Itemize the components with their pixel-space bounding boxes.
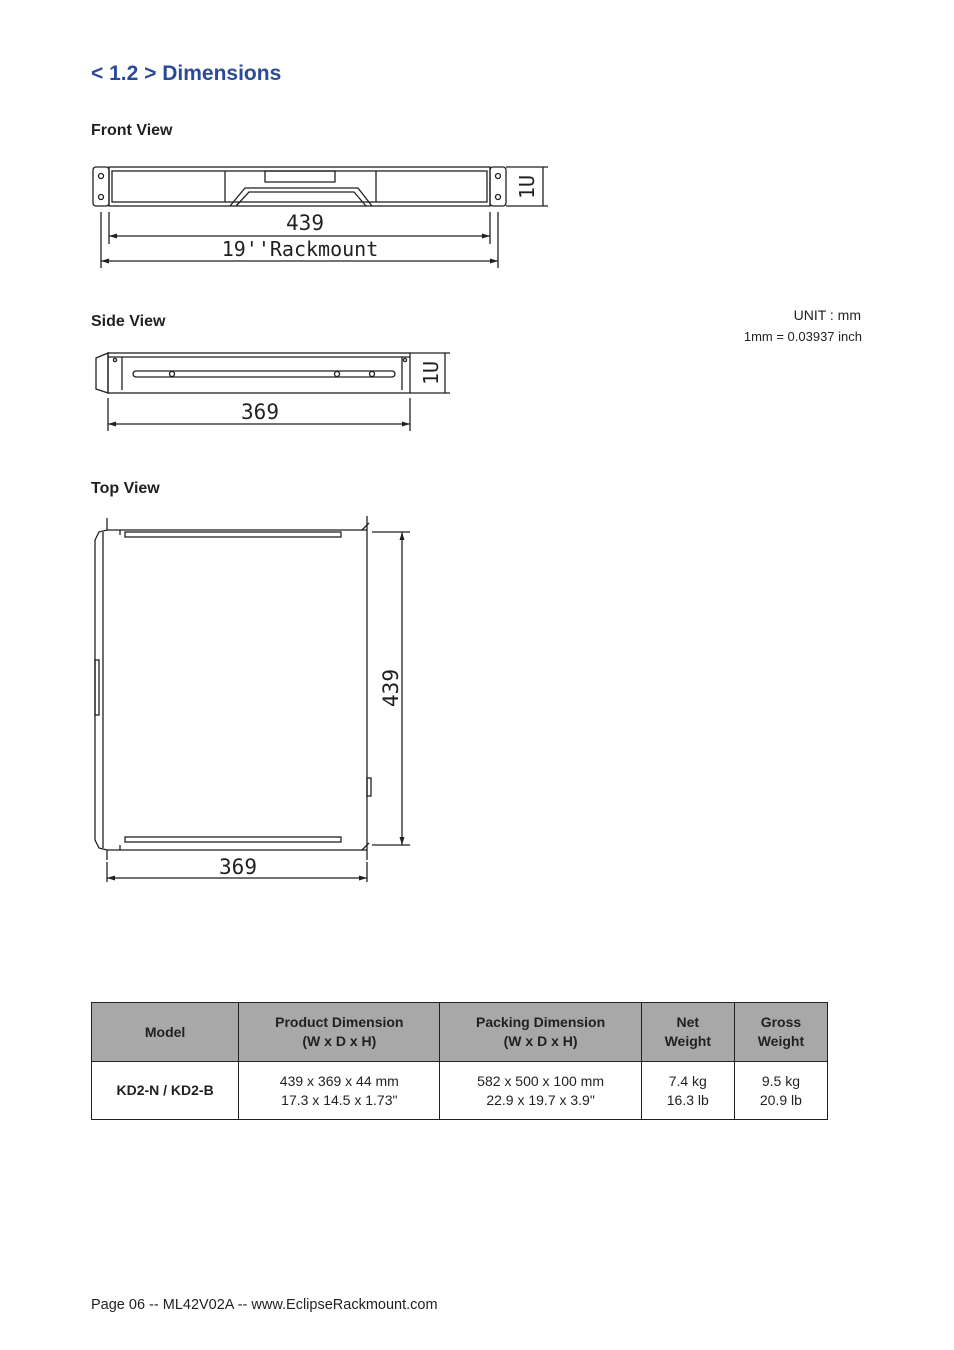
cell-value-imperial: 17.3 x 14.5 x 1.73" (281, 1091, 398, 1108)
side-depth-label: 369 (241, 400, 279, 424)
side-view-label: Side View (91, 313, 166, 330)
table-header-row (92, 1003, 828, 1062)
top-width-dim (374, 660, 408, 720)
top-depth-dim (203, 853, 273, 881)
cell-value-metric: 9.5 kg (761, 1072, 800, 1089)
side-height-label: 1U (419, 360, 443, 386)
cell-model: KD2-N / KD2-B (92, 1062, 239, 1120)
front-height-label: 1U (515, 174, 539, 200)
front-rack-label: 19''Rackmount (221, 237, 379, 261)
front-width-label: 439 (286, 211, 324, 235)
cell-product-dimension (239, 1062, 440, 1120)
col-header-net-weight (641, 1003, 734, 1062)
cell-value-metric: 7.4 kg (668, 1072, 707, 1089)
col-header-subtext: Weight (664, 1033, 711, 1049)
col-header-subtext: Weight (757, 1033, 805, 1049)
page-footer: Page 06 -- ML42V02A -- www.EclipseRackmount.com (91, 1297, 438, 1313)
spec-table (91, 1002, 828, 1120)
front-view-label: Front View (91, 122, 173, 139)
table-row (92, 1062, 828, 1120)
cell-value-metric: 439 x 369 x 44 mm (279, 1072, 399, 1089)
page-title: < 1.2 > Dimensions (91, 62, 282, 85)
col-header-text: Packing Dimension (476, 1014, 606, 1030)
cell-value-metric: 582 x 500 x 100 mm (477, 1072, 605, 1089)
unit-label: UNIT : mm (793, 307, 861, 323)
top-depth-label: 369 (219, 855, 257, 879)
cell-net-weight (641, 1062, 734, 1120)
top-width-label: 439 (379, 669, 403, 707)
col-header-subtext: (W x D x H) (302, 1033, 377, 1049)
col-header-text: Net (676, 1014, 700, 1030)
col-header-gross-weight (734, 1003, 827, 1062)
unit-conversion: 1mm = 0.03937 inch (743, 329, 862, 344)
col-header-subtext: (W x D x H) (503, 1033, 578, 1049)
top-view-label: Top View (91, 480, 160, 497)
col-header-packing-dimension (440, 1003, 641, 1062)
col-header-text: Model (144, 1023, 186, 1040)
cell-packing-dimension (440, 1062, 641, 1120)
col-header-text: Product Dimension (275, 1014, 404, 1030)
col-header-product-dimension (239, 1003, 440, 1062)
cell-value-imperial: 20.9 lb (759, 1091, 802, 1108)
cell-gross-weight (734, 1062, 827, 1120)
col-header-model (92, 1003, 239, 1062)
cell-value-imperial: 16.3 lb (666, 1091, 709, 1108)
cell-value-imperial: 22.9 x 19.7 x 3.9" (486, 1091, 595, 1108)
col-header-text: Gross (760, 1014, 802, 1030)
